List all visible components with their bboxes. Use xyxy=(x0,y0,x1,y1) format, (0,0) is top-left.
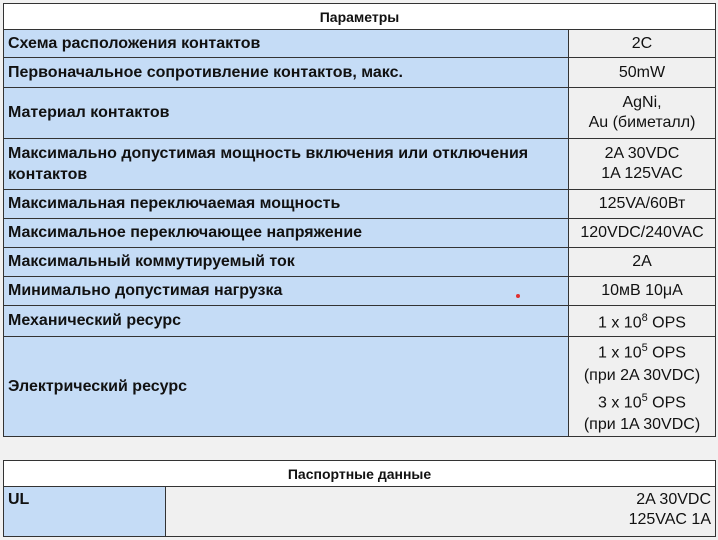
exponent: 5 xyxy=(641,391,648,404)
param-value: 125VA/60Вт xyxy=(569,190,716,219)
param-label: Первоначальное сопротивление контактов, макс. xyxy=(4,58,569,88)
table-title: Параметры xyxy=(4,4,716,30)
table-row xyxy=(4,219,716,248)
value-text: 1 x 10 xyxy=(598,344,642,362)
table-title: Паспортные данные xyxy=(4,461,716,487)
value-line: 2A 30VDC xyxy=(604,145,680,162)
parameters-table xyxy=(3,3,716,437)
param-label: Материал контактов xyxy=(4,88,569,139)
param-value: 50mW xyxy=(569,58,716,88)
table-row xyxy=(4,277,716,306)
table-row xyxy=(4,58,716,88)
table-header-row xyxy=(4,461,716,487)
value-line: 2A 30VDC xyxy=(636,491,711,508)
value-line xyxy=(573,387,711,414)
value-text: 1 x 10 xyxy=(598,314,642,332)
passport-label: UL xyxy=(4,487,166,537)
param-label: Максимально допустимая мощность включения или отключения контактов xyxy=(4,139,569,190)
passport-table xyxy=(3,460,716,537)
table-row xyxy=(4,487,716,537)
param-value xyxy=(569,337,716,437)
table-row xyxy=(4,337,716,437)
table-row xyxy=(4,306,716,337)
value-line xyxy=(573,337,711,364)
param-label: Механический ресурс xyxy=(4,306,569,337)
param-label: Минимально допустимая нагрузка xyxy=(4,277,569,306)
value-text: OPS xyxy=(647,314,686,332)
value-line: (при 1A 30VDC) xyxy=(583,415,701,433)
value-line: 125VAC 1A xyxy=(628,511,711,528)
param-value xyxy=(569,88,716,139)
value-line: AgNi, xyxy=(622,94,662,111)
exponent: 5 xyxy=(641,342,648,355)
red-dot-mark xyxy=(516,294,520,298)
param-label: Максимальная переключаемая мощность xyxy=(4,190,569,219)
param-label: Максимальный коммутируемый ток xyxy=(4,248,569,277)
value-text: OPS xyxy=(647,393,686,411)
value-text: 3 x 10 xyxy=(598,393,642,411)
param-value: 120VDC/240VAC xyxy=(569,219,716,248)
table-header-row xyxy=(4,4,716,30)
value-line: 1A 125VAC xyxy=(601,165,683,182)
table-row xyxy=(4,30,716,58)
value-text: OPS xyxy=(647,344,686,362)
param-label: Электрический ресурс xyxy=(4,337,569,437)
param-value: 2A xyxy=(569,248,716,277)
param-value xyxy=(569,139,716,190)
value-line: (при 2A 30VDC) xyxy=(583,366,701,384)
param-label: Максимальное переключающее напряжение xyxy=(4,219,569,248)
param-value: 10мВ 10μA xyxy=(569,277,716,306)
param-value: 2C xyxy=(569,30,716,58)
table-row xyxy=(4,190,716,219)
exponent: 8 xyxy=(641,312,648,325)
table-row xyxy=(4,139,716,190)
param-value xyxy=(569,306,716,337)
table-row xyxy=(4,88,716,139)
passport-value xyxy=(166,487,716,537)
table-row xyxy=(4,248,716,277)
param-label: Схема расположения контактов xyxy=(4,30,569,58)
value-line: Au (биметалл) xyxy=(588,114,696,131)
